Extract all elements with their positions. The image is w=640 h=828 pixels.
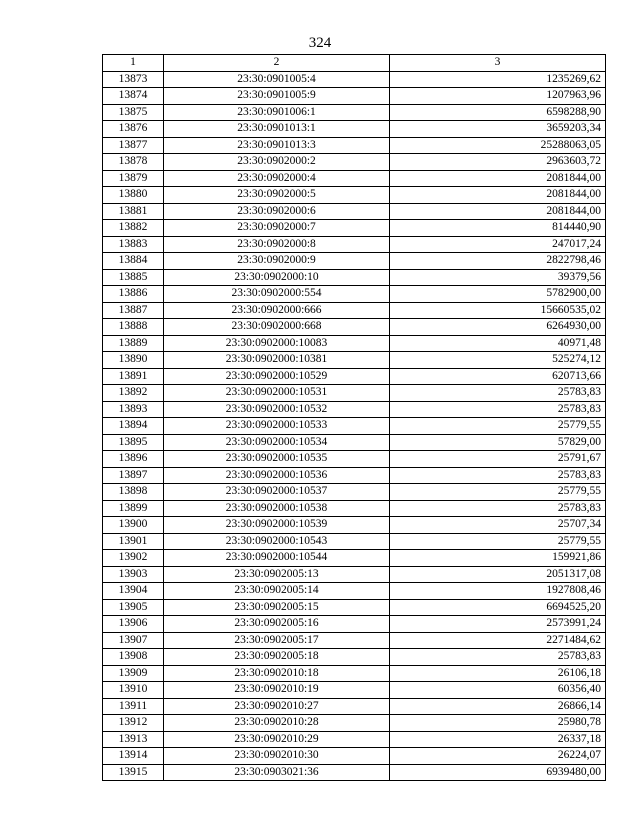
cadastral-value-cell: 5782900,00	[390, 286, 606, 303]
cadastral-number-cell: 23:30:0902010:18	[164, 665, 390, 682]
cadastral-number-cell: 23:30:0902000:10532	[164, 401, 390, 418]
cadastral-number-cell: 23:30:0902000:8	[164, 236, 390, 253]
cadastral-value-cell: 6264930,00	[390, 319, 606, 336]
cadastral-number-cell: 23:30:0902005:13	[164, 566, 390, 583]
cadastral-number-cell: 23:30:0902005:16	[164, 616, 390, 633]
column-header-1: 1	[103, 55, 164, 72]
row-number-cell: 13879	[103, 170, 164, 187]
column-header-2: 2	[164, 55, 390, 72]
cadastral-number-cell: 23:30:0902010:19	[164, 682, 390, 699]
table-row	[103, 517, 606, 534]
table-row	[103, 550, 606, 567]
row-number-cell: 13913	[103, 731, 164, 748]
row-number-cell: 13876	[103, 121, 164, 138]
cadastral-value-cell: 2822798,46	[390, 253, 606, 270]
row-number-cell: 13911	[103, 698, 164, 715]
cadastral-number-cell: 23:30:0902000:10381	[164, 352, 390, 369]
cadastral-number-cell: 23:30:0902010:28	[164, 715, 390, 732]
table-row	[103, 104, 606, 121]
cadastral-value-cell: 57829,00	[390, 434, 606, 451]
cadastral-number-cell: 23:30:0902000:5	[164, 187, 390, 204]
row-number-cell: 13894	[103, 418, 164, 435]
cadastral-number-cell: 23:30:0902010:30	[164, 748, 390, 765]
cadastral-number-cell: 23:30:0902000:554	[164, 286, 390, 303]
cadastral-value-cell: 26337,18	[390, 731, 606, 748]
cadastral-value-cell: 814440,90	[390, 220, 606, 237]
cadastral-value-cell: 6939480,00	[390, 764, 606, 781]
row-number-cell: 13885	[103, 269, 164, 286]
table-row	[103, 484, 606, 501]
cadastral-value-cell: 25783,83	[390, 385, 606, 402]
cadastral-number-cell: 23:30:0901005:9	[164, 88, 390, 105]
cadastral-value-cell: 2081844,00	[390, 187, 606, 204]
table-row	[103, 698, 606, 715]
table-row	[103, 451, 606, 468]
row-number-cell: 13895	[103, 434, 164, 451]
row-number-cell: 13908	[103, 649, 164, 666]
row-number-cell: 13896	[103, 451, 164, 468]
cadastral-value-cell: 620713,66	[390, 368, 606, 385]
cadastral-value-cell: 1207963,96	[390, 88, 606, 105]
row-number-cell: 13914	[103, 748, 164, 765]
row-number-cell: 13881	[103, 203, 164, 220]
row-number-cell: 13889	[103, 335, 164, 352]
cadastral-value-cell: 25783,83	[390, 467, 606, 484]
table-row	[103, 599, 606, 616]
row-number-cell: 13884	[103, 253, 164, 270]
table-row	[103, 302, 606, 319]
row-number-cell: 13888	[103, 319, 164, 336]
table-row	[103, 533, 606, 550]
cadastral-number-cell: 23:30:0902000:4	[164, 170, 390, 187]
row-number-cell: 13900	[103, 517, 164, 534]
table-row	[103, 154, 606, 171]
cadastral-number-cell: 23:30:0902000:10538	[164, 500, 390, 517]
row-number-cell: 13891	[103, 368, 164, 385]
cadastral-number-cell: 23:30:0902000:7	[164, 220, 390, 237]
cadastral-number-cell: 23:30:0902010:29	[164, 731, 390, 748]
cadastral-number-cell: 23:30:0903021:36	[164, 764, 390, 781]
cadastral-number-cell: 23:30:0902000:666	[164, 302, 390, 319]
row-number-cell: 13882	[103, 220, 164, 237]
row-number-cell: 13915	[103, 764, 164, 781]
table-row	[103, 368, 606, 385]
cadastral-value-cell: 39379,56	[390, 269, 606, 286]
cadastral-number-cell: 23:30:0901013:3	[164, 137, 390, 154]
page-number: 324	[308, 35, 332, 51]
cadastral-number-cell: 23:30:0902000:10529	[164, 368, 390, 385]
table-row	[103, 385, 606, 402]
cadastral-number-cell: 23:30:0902000:10534	[164, 434, 390, 451]
cadastral-number-cell: 23:30:0902000:10544	[164, 550, 390, 567]
row-number-cell: 13901	[103, 533, 164, 550]
cadastral-value-cell: 25779,55	[390, 484, 606, 501]
table-row	[103, 286, 606, 303]
cadastral-number-cell: 23:30:0901006:1	[164, 104, 390, 121]
cadastral-number-cell: 23:30:0902000:668	[164, 319, 390, 336]
table-row	[103, 748, 606, 765]
cadastral-value-cell: 40971,48	[390, 335, 606, 352]
cadastral-number-cell: 23:30:0902000:10533	[164, 418, 390, 435]
cadastral-value-cell: 525274,12	[390, 352, 606, 369]
table-row	[103, 71, 606, 88]
cadastral-number-cell: 23:30:0902005:18	[164, 649, 390, 666]
table-row	[103, 220, 606, 237]
cadastral-number-cell: 23:30:0902000:10531	[164, 385, 390, 402]
table-row	[103, 269, 606, 286]
table-row	[103, 583, 606, 600]
table-row	[103, 170, 606, 187]
cadastral-value-cell: 26866,14	[390, 698, 606, 715]
cadastral-value-cell: 247017,24	[390, 236, 606, 253]
row-number-cell: 13903	[103, 566, 164, 583]
row-number-cell: 13907	[103, 632, 164, 649]
row-number-cell: 13873	[103, 71, 164, 88]
row-number-cell: 13875	[103, 104, 164, 121]
row-number-cell: 13899	[103, 500, 164, 517]
cadastral-number-cell: 23:30:0902000:2	[164, 154, 390, 171]
table-row	[103, 88, 606, 105]
cadastral-value-cell: 25783,83	[390, 649, 606, 666]
table-row	[103, 187, 606, 204]
row-number-cell: 13880	[103, 187, 164, 204]
cadastral-value-cell: 6598288,90	[390, 104, 606, 121]
row-number-cell: 13877	[103, 137, 164, 154]
row-number-cell: 13883	[103, 236, 164, 253]
cadastral-value-cell: 2573991,24	[390, 616, 606, 633]
table-row	[103, 203, 606, 220]
cadastral-value-cell: 25783,83	[390, 401, 606, 418]
row-number-cell: 13898	[103, 484, 164, 501]
table-row	[103, 566, 606, 583]
table-row	[103, 434, 606, 451]
cadastral-value-cell: 2271484,62	[390, 632, 606, 649]
cadastral-value-cell: 25779,55	[390, 533, 606, 550]
cadastral-number-cell: 23:30:0902000:10	[164, 269, 390, 286]
table-row	[103, 253, 606, 270]
row-number-cell: 13905	[103, 599, 164, 616]
table-row	[103, 500, 606, 517]
table-row	[103, 319, 606, 336]
table-header-row	[103, 55, 606, 72]
row-number-cell: 13874	[103, 88, 164, 105]
cadastral-number-cell: 23:30:0901013:1	[164, 121, 390, 138]
cadastral-value-cell: 25779,55	[390, 418, 606, 435]
cadastral-value-cell: 25980,78	[390, 715, 606, 732]
table-body	[103, 71, 606, 781]
cadastral-number-cell: 23:30:0902000:10083	[164, 335, 390, 352]
cadastral-value-cell: 6694525,20	[390, 599, 606, 616]
table-row	[103, 137, 606, 154]
cadastral-value-table	[102, 54, 606, 781]
cadastral-number-cell: 23:30:0902000:10537	[164, 484, 390, 501]
cadastral-value-cell: 159921,86	[390, 550, 606, 567]
table-row	[103, 467, 606, 484]
cadastral-value-cell: 25791,67	[390, 451, 606, 468]
cadastral-number-cell: 23:30:0902000:9	[164, 253, 390, 270]
table-row	[103, 632, 606, 649]
cadastral-number-cell: 23:30:0901005:4	[164, 71, 390, 88]
table-row	[103, 764, 606, 781]
table-row	[103, 418, 606, 435]
row-number-cell: 13906	[103, 616, 164, 633]
row-number-cell: 13910	[103, 682, 164, 699]
cadastral-number-cell: 23:30:0902000:10539	[164, 517, 390, 534]
row-number-cell: 13902	[103, 550, 164, 567]
row-number-cell: 13904	[103, 583, 164, 600]
cadastral-value-cell: 2081844,00	[390, 203, 606, 220]
cadastral-value-cell: 25288063,05	[390, 137, 606, 154]
row-number-cell: 13878	[103, 154, 164, 171]
cadastral-value-cell: 1927808,46	[390, 583, 606, 600]
table-row	[103, 335, 606, 352]
table-row	[103, 352, 606, 369]
cadastral-value-cell: 2963603,72	[390, 154, 606, 171]
cadastral-number-cell: 23:30:0902000:6	[164, 203, 390, 220]
cadastral-value-cell: 25783,83	[390, 500, 606, 517]
row-number-cell: 13892	[103, 385, 164, 402]
table-row	[103, 649, 606, 666]
cadastral-value-cell: 26106,18	[390, 665, 606, 682]
row-number-cell: 13887	[103, 302, 164, 319]
cadastral-number-cell: 23:30:0902000:10535	[164, 451, 390, 468]
cadastral-value-cell: 2081844,00	[390, 170, 606, 187]
cadastral-value-cell: 60356,40	[390, 682, 606, 699]
table-row	[103, 682, 606, 699]
cadastral-value-cell: 2051317,08	[390, 566, 606, 583]
table-row	[103, 121, 606, 138]
cadastral-value-cell: 26224,07	[390, 748, 606, 765]
row-number-cell: 13890	[103, 352, 164, 369]
cadastral-number-cell: 23:30:0902005:17	[164, 632, 390, 649]
row-number-cell: 13897	[103, 467, 164, 484]
cadastral-value-cell: 25707,34	[390, 517, 606, 534]
column-header-3: 3	[390, 55, 606, 72]
table-row	[103, 665, 606, 682]
cadastral-value-cell: 1235269,62	[390, 71, 606, 88]
table-row	[103, 731, 606, 748]
row-number-cell: 13893	[103, 401, 164, 418]
table-row	[103, 236, 606, 253]
cadastral-value-cell: 15660535,02	[390, 302, 606, 319]
cadastral-value-cell: 3659203,34	[390, 121, 606, 138]
cadastral-number-cell: 23:30:0902000:10536	[164, 467, 390, 484]
cadastral-number-cell: 23:30:0902005:15	[164, 599, 390, 616]
row-number-cell: 13912	[103, 715, 164, 732]
table-row	[103, 715, 606, 732]
cadastral-number-cell: 23:30:0902000:10543	[164, 533, 390, 550]
row-number-cell: 13886	[103, 286, 164, 303]
cadastral-number-cell: 23:30:0902010:27	[164, 698, 390, 715]
table-row	[103, 401, 606, 418]
row-number-cell: 13909	[103, 665, 164, 682]
cadastral-number-cell: 23:30:0902005:14	[164, 583, 390, 600]
table-row	[103, 616, 606, 633]
